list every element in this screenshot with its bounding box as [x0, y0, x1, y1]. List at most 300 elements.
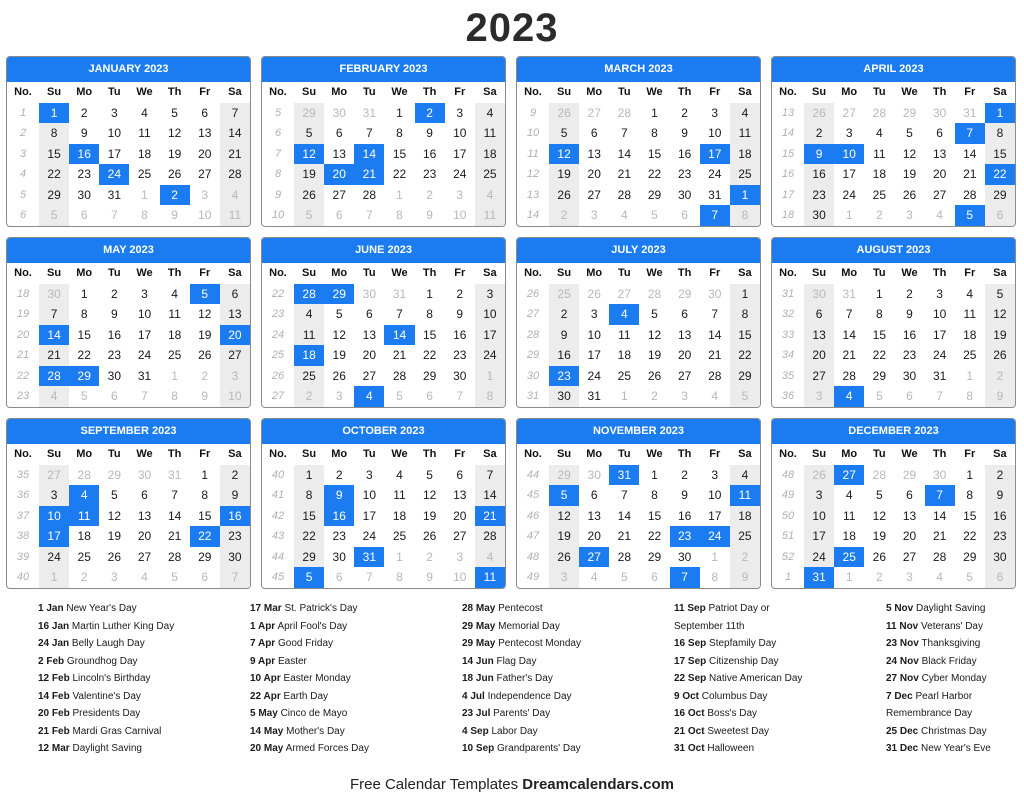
holiday-name: Pentecost [498, 603, 543, 614]
day-cell: 28 [167, 549, 182, 564]
week-number: 4 [19, 168, 27, 180]
day-cell: 20 [453, 508, 467, 523]
holiday-item [38, 635, 250, 653]
day-cell: 6 [456, 467, 464, 482]
week-number: 18 [781, 209, 795, 221]
week-number: 13 [781, 106, 795, 119]
week-number: 31 [781, 287, 795, 300]
day-cell: 3 [711, 467, 719, 482]
day-cell: 23 [804, 185, 834, 206]
day-cell: 12 [422, 488, 437, 502]
weekday-header: We [391, 267, 408, 279]
weekday-header: Fr [199, 267, 211, 279]
day-cell: 6 [804, 304, 834, 325]
day-cell: 1 [845, 208, 853, 222]
day-cell: 30 [804, 284, 834, 305]
day-cell: 28 [872, 105, 887, 120]
day-cell: 5 [111, 488, 118, 502]
weekday-header: Th [422, 267, 437, 279]
holiday-date: 16 Oct [674, 708, 705, 719]
holiday-name: Groundhog Day [66, 655, 138, 667]
day-cell: 24 [453, 167, 467, 181]
month-title: AUGUST 2023 [772, 238, 1015, 263]
week-number: 1 [19, 106, 27, 119]
weekday-header: We [646, 448, 663, 460]
day-cell: 6 [80, 208, 88, 222]
week-number: 16 [781, 168, 795, 180]
day-cell: 3 [366, 467, 373, 482]
week-number: 40 [271, 468, 285, 481]
holiday-name: Pentecost Monday [498, 638, 581, 649]
day-cell: 15 [39, 144, 69, 165]
day-cell: 7 [711, 307, 719, 321]
day-cell: 23 [332, 529, 346, 543]
day-cell: 7 [220, 103, 250, 124]
day-cell: 1 [711, 549, 719, 564]
weekday-header: Th [422, 448, 437, 460]
week-number: 18 [16, 287, 30, 300]
day-cell: 16 [677, 508, 692, 523]
month-calendar [6, 418, 251, 589]
holiday-name: Flag Day [496, 655, 537, 667]
day-cell: 4 [590, 570, 598, 584]
holiday-day-cell: 2 [160, 185, 190, 206]
day-cell: 13 [198, 126, 212, 140]
holiday-day-cell: 31 [609, 465, 639, 486]
day-cell: 8 [651, 488, 658, 502]
day-cell: 24 [39, 547, 69, 568]
day-cell: 1 [80, 286, 88, 301]
weekday-header: We [901, 448, 918, 460]
week-number: 26 [271, 369, 285, 382]
day-cell: 6 [220, 284, 250, 305]
holiday-name: St. Patrick's Day [284, 603, 358, 614]
day-cell: 4 [475, 185, 505, 206]
weekday-header: Su [302, 448, 317, 460]
holiday-name: Easter Monday [283, 673, 351, 684]
week-number: 43 [271, 530, 285, 542]
holiday-date: 20 Feb [38, 708, 70, 719]
day-cell: 6 [985, 205, 1015, 226]
holiday-name: April Fool's Day [277, 620, 348, 632]
day-cell: 16 [549, 345, 579, 366]
day-cell: 9 [426, 208, 433, 222]
weekday-header: Mo [331, 86, 348, 98]
day-cell: 14 [842, 327, 856, 342]
weekday-header: Su [302, 86, 317, 98]
day-cell: 13 [587, 146, 601, 161]
day-cell: 8 [730, 304, 760, 325]
day-cell: 12 [167, 126, 182, 140]
holiday-date: 2 Feb [38, 655, 65, 667]
day-cell: 5 [171, 570, 178, 584]
holiday-item [38, 705, 250, 723]
day-cell: 26 [587, 286, 601, 301]
holiday-name: Patriot Day or [708, 603, 770, 614]
day-cell: 7 [220, 567, 250, 588]
weekday-header: Su [47, 86, 62, 98]
week-number: 21 [16, 349, 30, 361]
week-number: 14 [526, 209, 540, 221]
day-cell: 17 [587, 348, 601, 362]
day-cell: 10 [804, 506, 834, 527]
day-cell: 3 [220, 366, 250, 387]
holiday-day-cell: 12 [294, 144, 324, 165]
weekday-header: Sa [228, 267, 242, 279]
holiday-date: 20 May [250, 743, 284, 754]
holiday-item [674, 705, 886, 723]
week-number: 33 [781, 328, 795, 341]
day-cell: 11 [873, 146, 886, 161]
holiday-day-cell: 5 [549, 485, 579, 506]
week-number: 26 [526, 287, 540, 300]
day-cell: 9 [681, 126, 688, 140]
holiday-name: Cinco de Mayo [280, 708, 348, 719]
day-cell: 30 [332, 549, 346, 564]
holiday-name: Pearl Harbor [915, 690, 973, 702]
holiday-item [886, 670, 1024, 688]
week-number: 19 [16, 308, 30, 320]
month-grid [262, 82, 505, 226]
week-number: 29 [526, 349, 540, 361]
day-cell: 3 [906, 570, 913, 584]
day-cell: 16 [677, 146, 692, 161]
holiday-date: 12 Feb [38, 673, 70, 684]
day-cell: 19 [422, 508, 437, 523]
day-cell: 8 [426, 307, 433, 321]
weekday-header: Su [557, 267, 572, 279]
week-number-header: No. [779, 86, 797, 98]
day-cell: 30 [137, 467, 152, 482]
holiday-date: 1 Jan [38, 603, 64, 614]
day-cell: 15 [422, 327, 437, 342]
month-title: APRIL 2023 [772, 57, 1015, 82]
day-cell: 30 [549, 386, 579, 407]
day-cell: 25 [77, 549, 91, 564]
holiday-item [250, 740, 462, 758]
day-cell: 1 [730, 284, 760, 305]
day-cell: 22 [77, 348, 91, 362]
day-cell: 7 [366, 570, 373, 584]
weekday-header: Su [302, 267, 317, 279]
weekday-header: Su [557, 448, 572, 460]
week-number: 22 [271, 287, 285, 300]
month-grid [7, 444, 250, 588]
holiday-item [674, 653, 886, 671]
day-cell: 15 [963, 508, 977, 523]
day-cell: 5 [876, 488, 883, 502]
day-cell: 29 [422, 368, 437, 383]
day-cell: 10 [708, 488, 722, 502]
day-cell: 23 [453, 348, 467, 362]
weekday-header: Th [932, 267, 947, 279]
holiday-name: Father's Day [496, 673, 553, 684]
day-cell: 31 [587, 389, 601, 403]
holiday-name: Belly Laugh Day [71, 638, 145, 649]
day-cell: 1 [651, 105, 658, 120]
day-cell: 2 [220, 465, 250, 486]
day-cell: 18 [167, 327, 182, 342]
holiday-name: Armed Forces Day [285, 743, 369, 754]
month-calendar [6, 56, 251, 227]
day-cell: 14 [617, 146, 632, 161]
day-cell: 2 [335, 467, 343, 482]
week-number: 36 [16, 489, 30, 501]
day-cell: 22 [647, 167, 662, 181]
weekday-header: Su [557, 86, 572, 98]
day-cell: 28 [708, 368, 722, 383]
holiday-item [38, 600, 250, 618]
day-cell: 7 [396, 307, 403, 321]
holiday-day-cell: 7 [700, 205, 730, 226]
day-cell: 9 [549, 325, 579, 346]
day-cell: 20 [902, 529, 917, 543]
day-cell: 19 [647, 348, 662, 362]
day-cell: 9 [985, 485, 1015, 506]
day-cell: 25 [137, 167, 152, 181]
holiday-name: Labor Day [491, 725, 538, 737]
day-cell: 8 [966, 389, 974, 403]
day-cell: 1 [171, 368, 178, 383]
day-cell: 30 [677, 549, 692, 564]
holiday-date: 4 Jul [462, 690, 485, 702]
day-cell: 24 [842, 187, 856, 202]
holiday-date: 7 Apr [250, 638, 276, 649]
month-title: MARCH 2023 [517, 57, 760, 82]
day-cell: 26 [985, 345, 1015, 366]
day-cell: 4 [475, 547, 505, 568]
holiday-date: 22 Apr [250, 690, 281, 702]
day-cell: 3 [456, 105, 464, 120]
holiday-item [462, 618, 674, 636]
day-cell: 7 [111, 208, 118, 222]
weekday-header: Tu [108, 448, 121, 460]
day-cell: 25 [872, 187, 887, 202]
day-cell: 8 [80, 307, 88, 321]
day-cell: 30 [902, 368, 917, 383]
footer[interactable] [0, 776, 1024, 793]
day-cell: 8 [711, 570, 719, 584]
day-cell: 2 [681, 105, 688, 120]
month-grid [517, 263, 760, 407]
day-cell: 26 [549, 547, 579, 568]
holiday-column [38, 600, 250, 758]
week-number: 10 [271, 209, 285, 221]
month-title: JANUARY 2023 [7, 57, 250, 82]
day-cell: 4 [294, 304, 324, 325]
holiday-date: 31 Oct [674, 743, 705, 754]
day-cell: 3 [456, 187, 464, 202]
holiday-item [38, 653, 250, 671]
weekday-header: Sa [228, 86, 242, 98]
day-cell: 8 [966, 488, 974, 502]
weekday-header: Fr [199, 86, 211, 98]
holiday-item [674, 740, 886, 758]
holiday-day-cell: 29 [324, 284, 354, 305]
week-number: 44 [271, 550, 285, 563]
month-grid [772, 444, 1015, 588]
day-cell: 13 [804, 325, 834, 346]
day-cell: 10 [708, 126, 722, 140]
day-cell: 10 [362, 488, 377, 502]
day-cell: 2 [681, 467, 688, 482]
day-cell: 4 [141, 570, 148, 584]
day-cell: 3 [456, 549, 464, 564]
holiday-item [886, 635, 1024, 653]
day-cell: 29 [902, 105, 917, 120]
weekday-header: Sa [483, 86, 497, 98]
weekday-header: We [391, 86, 408, 98]
day-cell: 30 [332, 105, 346, 120]
holiday-date: 21 Oct [674, 725, 705, 737]
day-cell: 18 [730, 144, 760, 165]
weekday-header: Th [932, 448, 947, 460]
day-cell: 21 [220, 144, 250, 165]
day-cell: 29 [549, 465, 579, 486]
holiday-day-cell: 25 [834, 547, 864, 568]
day-cell: 29 [730, 366, 760, 387]
day-cell: 6 [985, 567, 1015, 588]
day-cell: 1 [876, 286, 883, 301]
month-calendar [771, 418, 1016, 589]
day-cell: 6 [201, 105, 209, 120]
holiday-day-cell: 2 [415, 103, 445, 124]
day-cell: 11 [393, 488, 406, 502]
day-cell: 9 [171, 208, 178, 222]
week-number: 36 [781, 390, 795, 402]
day-cell: 11 [475, 205, 505, 226]
day-cell: 21 [963, 167, 977, 181]
week-number: 40 [16, 571, 30, 583]
holiday-item [886, 688, 1024, 706]
day-cell: 30 [677, 187, 692, 202]
day-cell: 9 [201, 389, 209, 403]
day-cell: 6 [936, 126, 943, 140]
week-number: 34 [781, 349, 795, 361]
day-cell: 5 [426, 467, 433, 482]
week-number-header: No. [269, 448, 287, 460]
day-cell: 21 [932, 529, 947, 543]
day-cell: 26 [902, 187, 917, 202]
day-cell: 20 [677, 348, 692, 362]
day-cell: 4 [39, 386, 69, 407]
day-cell: 26 [198, 348, 212, 362]
day-cell: 22 [872, 348, 887, 362]
holiday-date: 16 Jan [38, 620, 70, 632]
holiday-item [462, 600, 674, 618]
day-cell: 11 [475, 123, 505, 144]
week-number: 50 [781, 509, 795, 522]
week-number: 2 [19, 127, 27, 139]
day-cell: 13 [677, 327, 692, 342]
weekday-header: Su [812, 86, 827, 98]
day-cell: 21 [39, 345, 69, 366]
day-cell: 29 [107, 467, 122, 482]
holiday-name: Veterans' Day [921, 620, 983, 632]
weekday-header: Mo [586, 448, 603, 460]
week-number: 38 [16, 530, 30, 542]
day-cell: 24 [137, 348, 152, 362]
day-cell: 7 [456, 389, 464, 403]
day-cell: 15 [872, 327, 887, 342]
week-number: 1 [784, 571, 792, 583]
day-cell: 6 [335, 208, 343, 222]
holiday-date: 17 Mar [250, 603, 282, 614]
holiday-day-cell: 1 [985, 103, 1015, 124]
holiday-item [38, 740, 250, 758]
weekday-header: Mo [331, 448, 348, 460]
holiday-item [250, 670, 462, 688]
day-cell: 26 [804, 465, 834, 486]
day-cell: 26 [872, 549, 887, 564]
month-calendar [516, 418, 761, 589]
holiday-day-cell: 1 [39, 103, 69, 124]
week-number: 24 [271, 328, 285, 341]
weekday-header: Su [812, 448, 827, 460]
footer-brand-link[interactable]: Dreamcalendars.com [522, 776, 675, 793]
day-cell: 22 [963, 529, 977, 543]
day-cell: 16 [453, 327, 467, 342]
holiday-item [38, 670, 250, 688]
day-cell: 15 [392, 146, 407, 161]
day-cell: 5 [621, 570, 628, 584]
month-title: JULY 2023 [517, 238, 760, 263]
day-cell: 4 [966, 286, 974, 301]
day-cell: 8 [141, 208, 148, 222]
day-cell: 9 [426, 570, 433, 584]
day-cell: 30 [708, 286, 722, 301]
week-number-header: No. [269, 267, 287, 279]
day-cell: 29 [872, 368, 887, 383]
day-cell: 5 [294, 123, 324, 144]
day-cell: 5 [730, 386, 760, 407]
week-number: 37 [16, 509, 30, 522]
holiday-date: 31 Dec [886, 743, 919, 754]
day-cell: 20 [362, 348, 377, 362]
week-number: 35 [781, 369, 795, 382]
day-cell: 5 [294, 205, 324, 226]
holiday-day-cell: 18 [294, 345, 324, 366]
day-cell: 9 [681, 488, 688, 502]
day-cell: 8 [396, 570, 403, 584]
month-title: FEBRUARY 2023 [262, 57, 505, 82]
day-cell: 24 [932, 348, 947, 362]
weekday-header: Mo [76, 448, 93, 460]
week-number: 32 [781, 308, 795, 320]
day-cell: 28 [647, 286, 662, 301]
holiday-item [462, 670, 674, 688]
day-cell: 7 [366, 208, 373, 222]
day-cell: 1 [396, 549, 403, 564]
day-cell: 26 [804, 103, 834, 124]
day-cell: 10 [453, 208, 467, 222]
day-cell: 29 [294, 547, 324, 568]
day-cell: 5 [985, 284, 1015, 305]
day-cell: 21 [617, 167, 632, 181]
day-cell: 17 [453, 146, 467, 161]
months-grid [6, 56, 1016, 589]
weekday-header: Sa [993, 86, 1007, 98]
holiday-name: Citizenship Day [709, 655, 779, 667]
holiday-column [674, 600, 886, 758]
holiday-name: Boss's Day [707, 708, 758, 719]
day-cell: 12 [647, 327, 662, 342]
day-cell: 29 [294, 103, 324, 124]
weekday-header: We [901, 267, 918, 279]
day-cell: 29 [963, 549, 977, 564]
week-number: 28 [526, 328, 540, 341]
holiday-day-cell: 7 [955, 123, 985, 144]
